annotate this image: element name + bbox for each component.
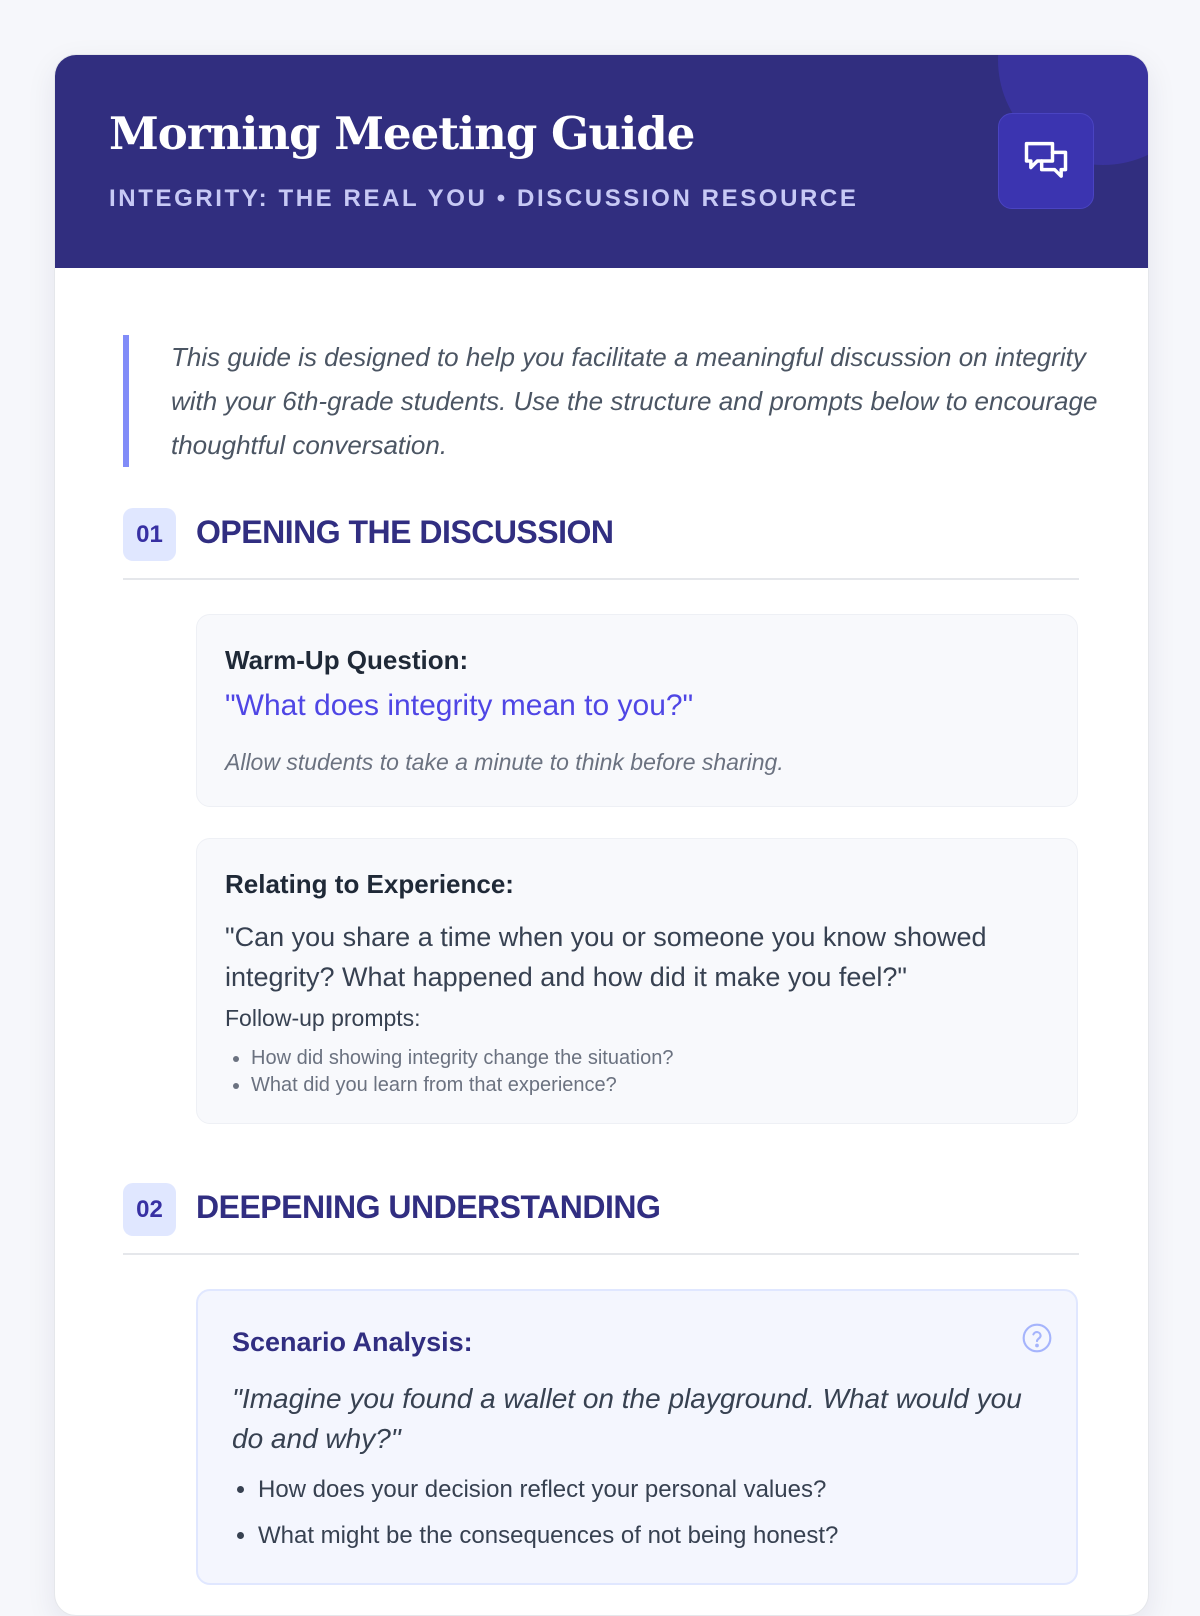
list-item: • What did you learn from that experience? [251,1072,673,1099]
follow-up-list [225,1045,673,1099]
scenario-label: Scenario Analysis: [232,1327,473,1357]
question-circle-icon[interactable] [1021,1322,1053,1354]
follow-up-label: Follow-up prompts: [225,1005,421,1031]
section-title: OPENING THE DISCUSSION [196,514,614,550]
chat-bubbles-icon [1020,135,1072,187]
scenario-card [196,1289,1078,1585]
warm-up-question: "What does integrity mean to you?" [225,689,694,722]
section-header-deepening [123,1183,1079,1255]
experience-label: Relating to Experience: [225,869,514,899]
experience-card [196,838,1078,1124]
guide-card [54,54,1149,1616]
section-title: DEEPENING UNDERSTANDING [196,1189,661,1225]
discussion-button[interactable] [998,113,1094,209]
section-number-badge: 02 [123,1183,176,1236]
warm-up-label: Warm-Up Question: [225,645,469,675]
page-title: Morning Meeting Guide [109,107,695,160]
experience-quote: "Can you share a time when you or someone you know showed integrity? What happened and how did it make you feel?" [225,922,987,992]
section-header-opening [123,508,1079,580]
section-number-badge: 01 [123,508,176,561]
list-item: • How did showing integrity change the situation? [251,1045,673,1072]
list-item: • How does your decision reflect your personal values? [258,1467,838,1513]
scenario-prompts [232,1467,838,1559]
scenario-quote: "Imagine you found a wallet on the playground. What would you do and why?" [232,1383,1022,1454]
warm-up-card [196,614,1078,807]
intro-text: This guide is designed to help you facilitate a meaningful discussion on integrity with your 6th-grade students. Use the structure and prompts below to encourage thoughtful conversation. [123,335,1121,467]
guide-header [55,55,1148,268]
warm-up-note: Allow students to take a minute to think before sharing. [225,749,784,775]
page-subtitle: INTEGRITY: THE REAL YOU • DISCUSSION RESOURCE [109,185,859,212]
list-item: • What might be the consequences of not being honest? [258,1513,838,1559]
